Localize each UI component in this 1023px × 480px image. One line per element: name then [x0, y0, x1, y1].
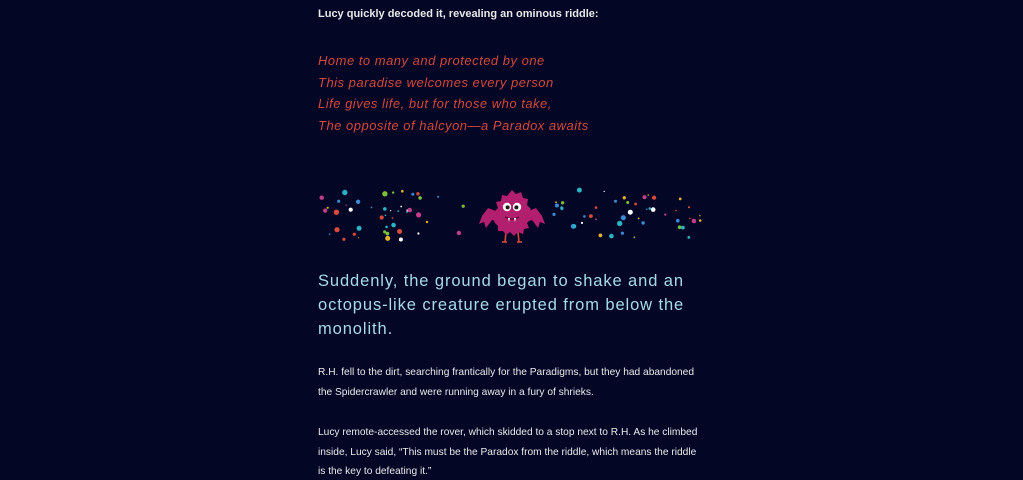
confetti-dot [681, 226, 685, 230]
confetti-dot [604, 191, 605, 192]
confetti-dot [343, 191, 345, 193]
story-paragraph: R.H. fell to the dirt, searching frantically for the Paradigms, but they had abandoned the Spidercrawler and were running away in a fury of shrieks. [318, 367, 695, 398]
confetti-dot [688, 206, 690, 208]
confetti-dot [380, 215, 384, 219]
confetti-dot [406, 211, 408, 213]
confetti-dot [621, 232, 624, 235]
confetti-dot [664, 214, 666, 216]
confetti-dot [679, 198, 682, 201]
confetti-dot [353, 233, 356, 236]
confetti-dot [676, 219, 680, 223]
confetti-dot [371, 207, 373, 209]
confetti-dot [634, 236, 636, 238]
confetti-divider [312, 182, 712, 246]
confetti-dot [397, 229, 402, 234]
riddle-line: This paradise welcomes every person [318, 74, 554, 90]
confetti-dot [385, 236, 390, 241]
confetti-dot [649, 207, 652, 210]
confetti-dot [337, 200, 340, 203]
confetti-dot [391, 223, 396, 228]
confetti-dot [383, 207, 387, 211]
story-heading: Suddenly, the ground began to shake and an octopus-like creature erupted from below the monolith. [318, 272, 685, 338]
confetti-dot [595, 218, 597, 220]
confetti-dot [589, 214, 593, 218]
confetti-dot [426, 221, 428, 223]
confetti-dot [652, 196, 656, 200]
confetti-dot [385, 215, 387, 217]
confetti-dot [641, 221, 644, 224]
confetti-dot [614, 200, 617, 203]
confetti-dot [699, 215, 700, 216]
confetti-dot [357, 226, 362, 231]
confetti-dot [356, 200, 360, 204]
riddle-block [318, 50, 589, 136]
confetti-dot [678, 225, 682, 229]
confetti-dot [573, 224, 577, 228]
confetti-dot [407, 208, 412, 213]
confetti-dot [334, 227, 339, 232]
confetti-dot [555, 204, 559, 208]
confetti-dot [400, 206, 402, 208]
confetti-dot [595, 206, 598, 209]
confetti-dot [392, 217, 394, 219]
confetti-dot [358, 237, 359, 238]
confetti-dot [692, 219, 697, 224]
confetti-dot [418, 196, 422, 200]
confetti-dot [560, 206, 563, 209]
intro-text: Lucy quickly decoded it, revealing an ominous riddle: [318, 8, 599, 20]
confetti-dot [628, 210, 633, 215]
confetti-dot [621, 215, 626, 220]
confetti-dot [392, 191, 394, 193]
confetti-dot [397, 210, 399, 212]
confetti-dot [382, 191, 387, 196]
confetti-dot [385, 226, 388, 229]
confetti-dot [416, 212, 421, 217]
confetti-dot [651, 207, 656, 212]
riddle-line: Life gives life, but for those who take, [318, 96, 552, 111]
confetti-dot [626, 201, 629, 204]
confetti-dot [623, 196, 626, 199]
confetti-dot [416, 192, 419, 195]
confetti-dot [320, 196, 324, 200]
confetti-dot [327, 207, 329, 209]
confetti-dot [342, 238, 345, 241]
confetti-dots-right [552, 188, 701, 239]
confetti-dot [386, 232, 390, 236]
confetti-dot [699, 219, 702, 222]
confetti-dot [577, 188, 582, 193]
confetti-dot [581, 222, 583, 224]
confetti-dot [334, 210, 339, 215]
confetti-dot [346, 205, 347, 206]
confetti-dot [411, 193, 414, 196]
confetti-dot [687, 236, 690, 239]
confetti-dot [561, 201, 564, 204]
confetti-dot [583, 215, 586, 218]
confetti-dot [609, 234, 614, 239]
confetti-dot [552, 213, 555, 216]
confetti-dot [417, 232, 419, 234]
confetti-dot [599, 234, 603, 238]
confetti-dot [617, 221, 622, 226]
confetti-dot [675, 210, 677, 212]
confetti-dot [689, 218, 691, 220]
confetti-dot [401, 190, 404, 193]
confetti-dot [646, 208, 648, 210]
confetti-dot [638, 218, 640, 220]
confetti-dot [634, 203, 637, 206]
confetti-dot [437, 196, 439, 198]
riddle-line: The opposite of halcyon—a Paradox awaits [318, 117, 589, 133]
riddle-line: Home to many and protected by one [318, 53, 545, 68]
confetti-dot [349, 208, 353, 212]
confetti-dot [457, 231, 461, 235]
confetti-dot [555, 201, 557, 203]
confetti-dot [647, 194, 649, 196]
story-paragraph: Lucy remote-accessed the rover, which skidded to a stop next to R.H. As he climbed inside, Lucy said, “This must be the Paradox from the riddle, which means the riddle is the key to defeating it.” [318, 427, 698, 477]
confetti-dot [390, 210, 391, 211]
fuzzy-monster-icon [479, 190, 545, 242]
confetti-dot [399, 238, 403, 242]
confetti-dot [329, 233, 331, 235]
confetti-dot [642, 195, 646, 199]
confetti-dots-left [320, 190, 465, 242]
confetti-dot [462, 205, 465, 208]
confetti-dot [342, 190, 347, 195]
confetti-dot [323, 209, 327, 213]
